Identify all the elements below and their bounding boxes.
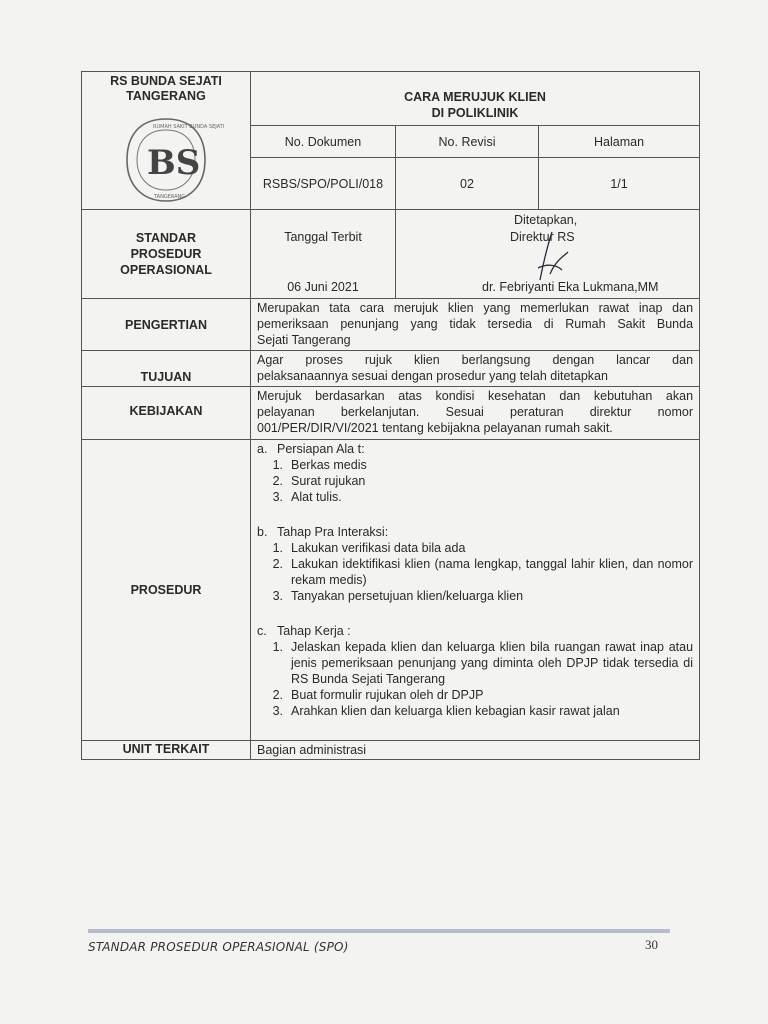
pengertian-line2: pemeriksaan penunjang yang tidak tersedia di Rumah Sakit Bunda (257, 317, 694, 331)
prosedur-section-c (257, 623, 693, 719)
kebijakan-line2: pelayanan berkelanjutan. Sesuai peraturan direktur nomor (257, 405, 694, 419)
prosedur-section-a (257, 441, 693, 505)
tanggal-terbit-value: 06 Juni 2021 (287, 280, 359, 294)
tujuan-line2: pelaksanaannya sesuai dengan prosedur yang telah ditetapkan (257, 369, 608, 383)
no-revisi-value: 02 (396, 158, 539, 210)
list-item (257, 540, 693, 556)
hospital-logo-icon (123, 116, 225, 204)
signatory-name: dr. Febriyanti Eka Lukmana,MM (482, 280, 659, 294)
tujuan-text (251, 351, 700, 387)
pengertian-line1: Merupakan tata cara merujuk klien yang memerlukan rawat inap dan (257, 301, 694, 315)
item-number: 2. (272, 557, 283, 571)
pengertian-text (251, 299, 700, 351)
prosedur-label: PROSEDUR (82, 440, 251, 741)
section-a-title: Persiapan Ala t: (277, 442, 365, 456)
hospital-name (82, 74, 250, 104)
tujuan-label: TUJUAN (82, 351, 251, 387)
kebijakan-line1: Merujuk berdasarkan atas kondisi kesehatan dan kebutuhan akan (257, 389, 694, 403)
list-item (257, 639, 693, 687)
kebijakan-line3: 001/PER/DIR/VI/2021 tentang kebijakna pelayanan rumah sakit. (257, 421, 613, 435)
prosedur-section-b (257, 524, 693, 604)
hospital-name-line2: TANGERANG (126, 89, 206, 103)
section-b-letter: b. (257, 525, 268, 539)
list-item (257, 473, 693, 489)
page-number: 30 (645, 937, 658, 952)
item-text: Alat tulis. (291, 490, 342, 504)
unit-terkait-label: UNIT TERKAIT (82, 741, 251, 760)
document-title-cell (251, 72, 700, 126)
document-title-line2: DI POLIKLINIK (431, 106, 519, 120)
list-item (257, 556, 693, 588)
list-item (257, 703, 693, 719)
item-number: 3. (272, 490, 283, 504)
item-text: Surat rujukan (291, 474, 366, 488)
pengertian-label: PENGERTIAN (82, 299, 251, 351)
item-number: 2. (272, 474, 283, 488)
item-text: Lakukan verifikasi data bila ada (291, 541, 466, 555)
pengertian-line3: Sejati Tangerang (257, 333, 351, 347)
item-number: 1. (272, 541, 283, 555)
prosedur-content (251, 440, 700, 741)
spo-label-line1: STANDAR (135, 231, 197, 245)
item-text: Tanyakan persetujuan klien/keluarga klien (291, 589, 524, 603)
item-number: 2. (272, 688, 283, 702)
logo-ring-text-bottom: TANGERANG (154, 194, 186, 200)
spo-label-cell (82, 210, 251, 299)
spo-label-line3: OPERASIONAL (120, 263, 212, 277)
list-item (257, 687, 693, 703)
section-c-letter: c. (257, 624, 267, 638)
item-text: Buat formulir rujukan oleh dr DPJP (291, 688, 484, 702)
hospital-header-cell (82, 72, 251, 210)
halaman-value: 1/1 (539, 158, 700, 210)
document-title-line1: CARA MERUJUK KLIEN (404, 90, 546, 104)
logo-monogram: BS (147, 143, 201, 183)
kebijakan-text (251, 387, 700, 440)
halaman-label: Halaman (539, 126, 700, 158)
list-item (257, 489, 693, 505)
logo-ring-text-top: RUMAH SAKIT BUNDA SEJATI (153, 124, 225, 130)
tanggal-terbit-cell (251, 210, 396, 299)
tujuan-line1: Agar proses rujuk klien berlangsung dengan lancar dan (257, 353, 694, 367)
ditetapkan-label: Ditetapkan, (514, 213, 578, 227)
kebijakan-label: KEBIJAKAN (82, 387, 251, 440)
section-b-title: Tahap Pra Interaksi: (277, 525, 389, 539)
footer-text: STANDAR PROSEDUR OPERASIONAL (SPO) (88, 940, 349, 954)
section-c-title: Tahap Kerja : (277, 624, 351, 638)
no-dokumen-label: No. Dokumen (251, 126, 396, 158)
no-revisi-label: No. Revisi (396, 126, 539, 158)
item-number: 3. (272, 589, 283, 603)
list-item (257, 457, 693, 473)
hospital-name-line1: RS BUNDA SEJATI (110, 74, 222, 88)
list-item (257, 588, 693, 604)
spo-table (81, 71, 700, 760)
unit-terkait-value: Bagian administrasi (251, 741, 700, 760)
item-number: 1. (272, 640, 283, 654)
tanggal-terbit-label: Tanggal Terbit (284, 230, 362, 244)
signature-icon (530, 230, 570, 286)
footer-divider (88, 929, 670, 933)
no-dokumen-value: RSBS/SPO/POLI/018 (251, 158, 396, 210)
item-text: Arahkan klien dan keluarga klien kebagian kasir rawat jalan (291, 704, 620, 718)
item-number: 3. (272, 704, 283, 718)
item-text: Berkas medis (291, 458, 367, 472)
item-number: 1. (272, 458, 283, 472)
item-text: Jelaskan kepada klien dan keluarga klien bila ruangan rawat inap atau jenis pemeriksaan penunjang yang diminta oleh DPJP tidak tersedia di RS Bunda Sejati Tangerang (291, 640, 694, 686)
ditetapkan-cell (396, 210, 700, 299)
section-a-letter: a. (257, 442, 268, 456)
item-text: Lakukan idektifikasi klien (nama lengkap, tanggal lahir klien, dan nomor rekam medis) (291, 557, 694, 587)
direktur-label: Direktur RS (510, 230, 575, 244)
spo-label-line2: PROSEDUR (130, 247, 202, 261)
